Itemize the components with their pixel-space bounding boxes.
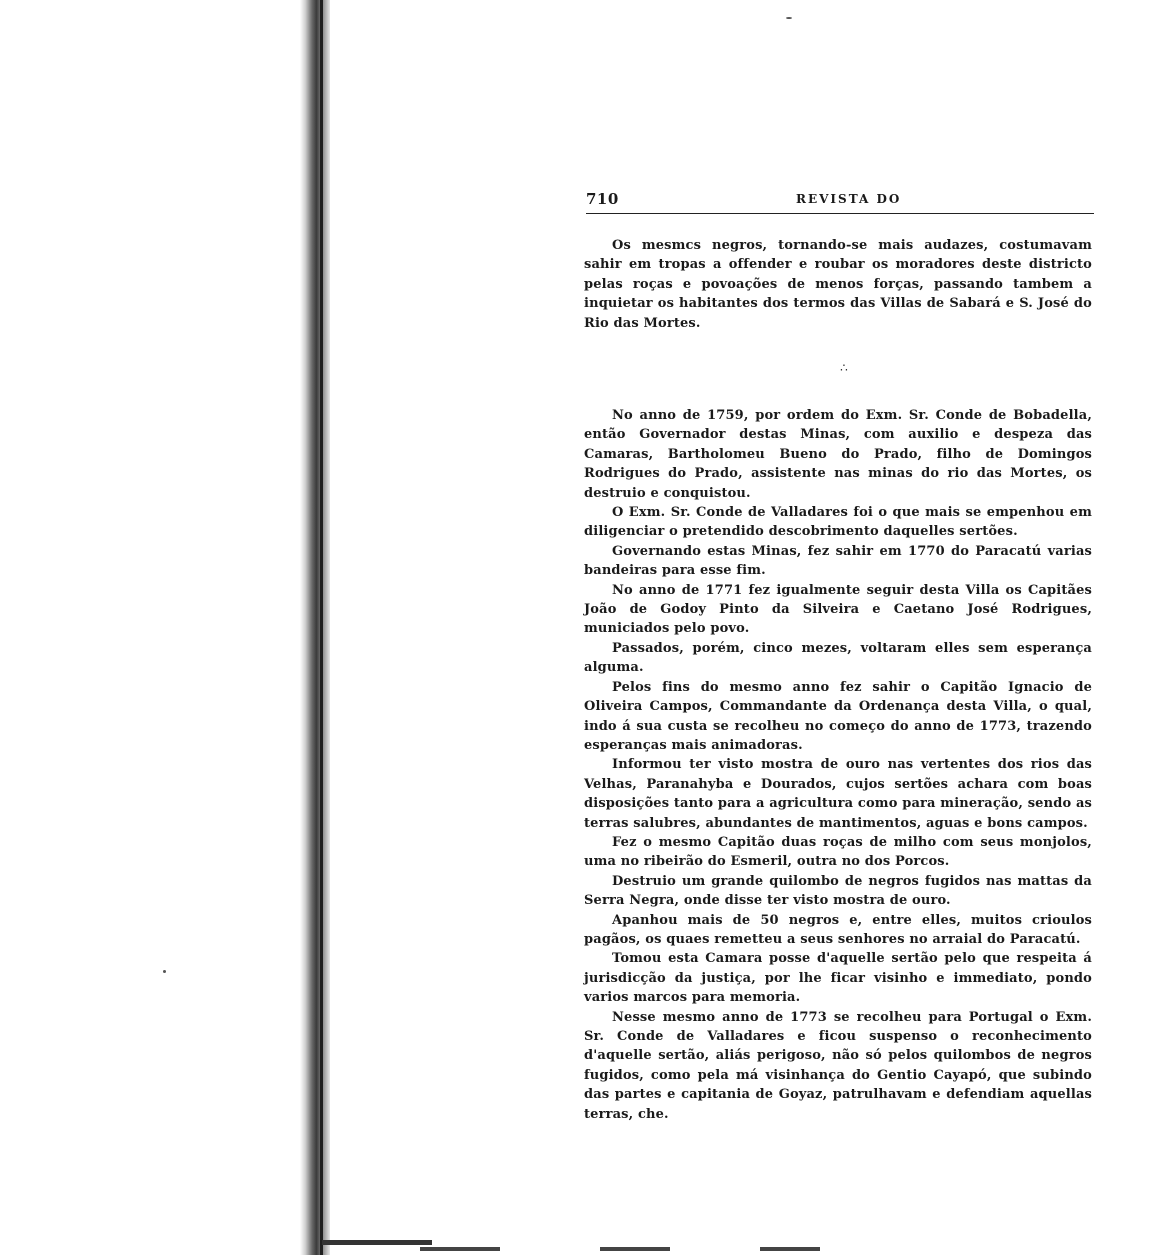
paragraph: Apanhou mais de 50 negros e, entre elles, muitos crioulos pagãos, os quaes remetteu a seus senhores no arraial do Paracatú. bbox=[584, 912, 1092, 947]
text-block-main bbox=[584, 406, 1092, 1124]
page-number: 710 bbox=[586, 190, 619, 208]
paragraph: No anno de 1759, por ordem do Exm. Sr. Conde de Bobadella, então Governador destas Minas, com auxilio e despeza das Camaras, Bartholomeu Bueno do Prado, filho de Domingos Rodrigues do Prado, assistente nas minas do rio das Mortes, os destruio e conquistou. bbox=[584, 408, 1092, 501]
paragraph: Informou ter visto mostra de ouro nas vertentes dos rios das Velhas, Paranahyba e Dourados, cujos sertões achara com boas disposições tanto para a agricultura como para mineração, sendo as terras salubres, abundantes de mantimentos, aguas e bons campos. bbox=[584, 757, 1092, 831]
scan-speck bbox=[163, 970, 166, 973]
scan-speck bbox=[786, 17, 792, 19]
paragraph: Pelos fins do mesmo anno fez sahir o Capitão Ignacio de Oliveira Campos, Commandante da Ordenança desta Villa, o qual, indo á sua custa se recolheu no começo do anno de 1773, trazendo esperanças mais animadoras. bbox=[584, 679, 1092, 753]
scan-edge-mark bbox=[600, 1247, 670, 1251]
scan-edge-mark bbox=[420, 1247, 500, 1251]
text-block-intro bbox=[584, 236, 1092, 333]
paragraph: Passados, porém, cinco mezes, voltaram elles sem esperança alguma. bbox=[584, 640, 1092, 676]
paragraph: Destruio um grande quilombo de negros fugidos nas mattas da Serra Negra, onde disse ter visto mostra de ouro. bbox=[584, 873, 1092, 909]
page-header bbox=[586, 190, 1094, 212]
page-edge-foot bbox=[322, 1240, 432, 1245]
section-ornament-icon: ∴ bbox=[840, 361, 848, 375]
paragraph: Fez o mesmo Capitão duas roças de milho com seus monjolos, uma no ribeirão do Esmeril, outra no dos Porcos. bbox=[584, 834, 1092, 870]
book-gutter-shadow bbox=[300, 0, 330, 1255]
scan-edge-mark bbox=[760, 1247, 820, 1251]
running-title: REVISTA DO bbox=[796, 192, 902, 206]
book-spine-edge bbox=[320, 0, 323, 1255]
header-rule bbox=[586, 213, 1094, 214]
paragraph: Governando estas Minas, fez sahir em 1770 do Paracatú varias bandeiras para esse fim. bbox=[584, 543, 1092, 579]
paragraph: Tomou esta Camara posse d'aquelle sertão pelo que respeita á jurisdicção da justiça, por lhe ficar visinho e immediato, pondo varios marcos para memoria. bbox=[584, 951, 1092, 1006]
paragraph: Os mesmcs negros, tornando-se mais audazes, costumavam sahir em tropas a offender e roubar os moradores deste districto pelas roças e povoações de menos forças, passando tambem a inquietar os habitantes dos termos das Villas de Sabará e S. José do Rio das Mortes. bbox=[584, 238, 1092, 331]
paragraph: Nesse mesmo anno de 1773 se recolheu para Portugal o Exm. Sr. Conde de Valladares e ficou suspenso o reconhecimento d'aquelle sertão, aliás perigoso, não só pelos quilombos de negros fugidos, como pela má visinhança do Gentio Cayapó, que subindo das partes e capitania de Goyaz, patrulhavam e defendiam aquellas terras, che. bbox=[584, 1009, 1092, 1122]
paragraph: O Exm. Sr. Conde de Valladares foi o que mais se empenhou em diligenciar o pretendido descobrimento daquelles sertões. bbox=[584, 505, 1092, 540]
paragraph: No anno de 1771 fez igualmente seguir desta Villa os Capitães João de Godoy Pinto da Silveira e Caetano José Rodrigues, municiados pelo povo. bbox=[584, 582, 1092, 637]
